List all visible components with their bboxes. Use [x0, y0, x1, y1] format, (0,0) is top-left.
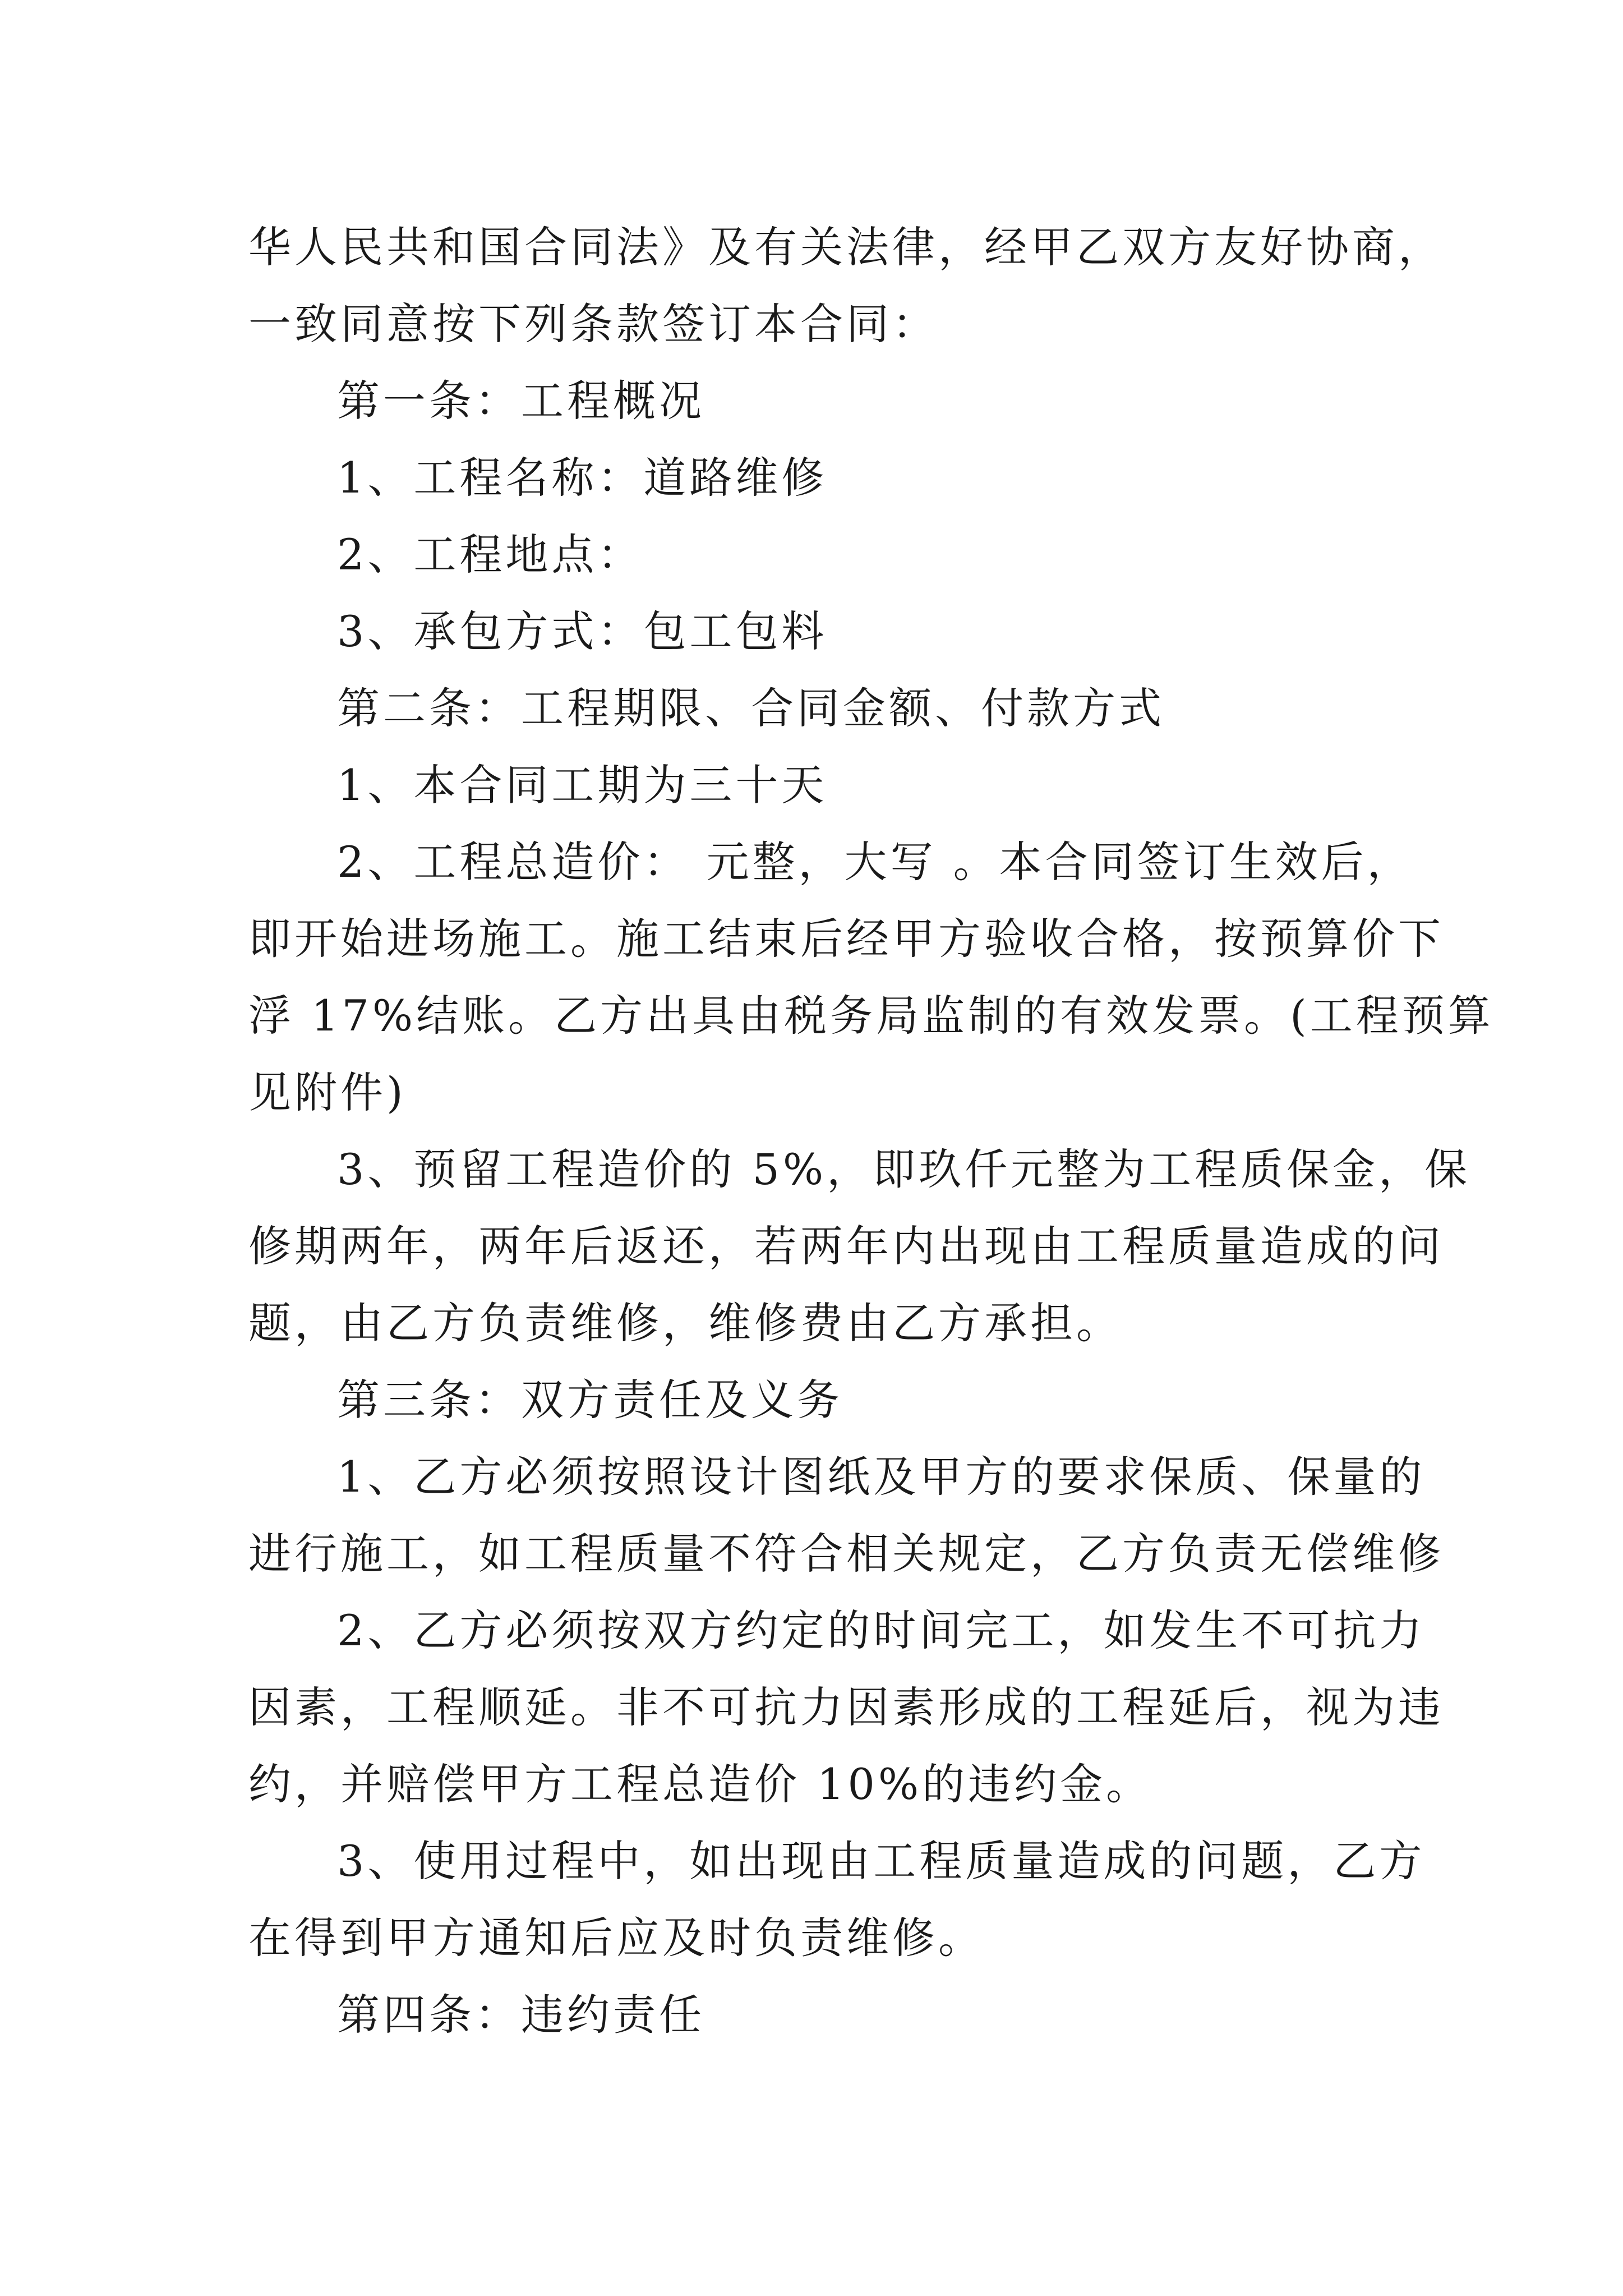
- text-line: 2、工程总造价： 元整，大写 。本合同签订生效后，: [337, 837, 1413, 887]
- text-line: 修期两年，两年后返还，若两年内出现由工程质量造成的问: [248, 1221, 1444, 1271]
- section-heading-1: 第一条：工程概况: [337, 376, 705, 426]
- text-line: 2、乙方必须按双方约定的时间完工，如发生不可抗力: [337, 1605, 1426, 1655]
- text-line: 约，并赔偿甲方工程总造价 10%的违约金。: [248, 1759, 1152, 1809]
- section-heading-2: 第二条：工程期限、合同金额、付款方式: [337, 683, 1165, 733]
- section-heading-3: 第三条：双方责任及义务: [337, 1375, 843, 1425]
- text-line: 3、预留工程造价的 5%，即玖仟元整为工程质保金，保: [337, 1144, 1471, 1194]
- text-line: 一致同意按下列条款签订本合同：: [248, 299, 938, 349]
- text-line: 浮 17%结账。乙方出具由税务局监制的有效发票。(工程预算: [248, 991, 1494, 1041]
- text-line: 在得到甲方通知后应及时负责维修。: [248, 1913, 984, 1963]
- text-line: 华人民共和国合同法》及有关法律，经甲乙双方友好协商，: [248, 222, 1444, 272]
- text-line: 3、使用过程中，如出现由工程质量造成的问题，乙方: [337, 1836, 1426, 1886]
- text-line: 1、工程名称：道路维修: [337, 453, 828, 503]
- text-line: 进行施工，如工程质量不符合相关规定，乙方负责无偿维修: [248, 1529, 1444, 1579]
- document-body: [248, 209, 1494, 2053]
- text-line: 见附件): [248, 1068, 407, 1117]
- text-line: 题，由乙方负责维修，维修费由乙方承担。: [248, 1298, 1122, 1348]
- text-line: 即开始进场施工。施工结束后经甲方验收合格，按预算价下: [248, 914, 1444, 964]
- text-line: 3、承包方式：包工包料: [337, 606, 828, 656]
- text-line: 1、乙方必须按照设计图纸及甲方的要求保质、保量的: [337, 1452, 1426, 1502]
- text-line: 1、本合同工期为三十天: [337, 760, 828, 810]
- section-heading-4: 第四条：违约责任: [337, 1990, 705, 2040]
- text-line: 2、工程地点：: [337, 530, 644, 579]
- text-line: 因素，工程顺延。非不可抗力因素形成的工程延后，视为违: [248, 1682, 1444, 1732]
